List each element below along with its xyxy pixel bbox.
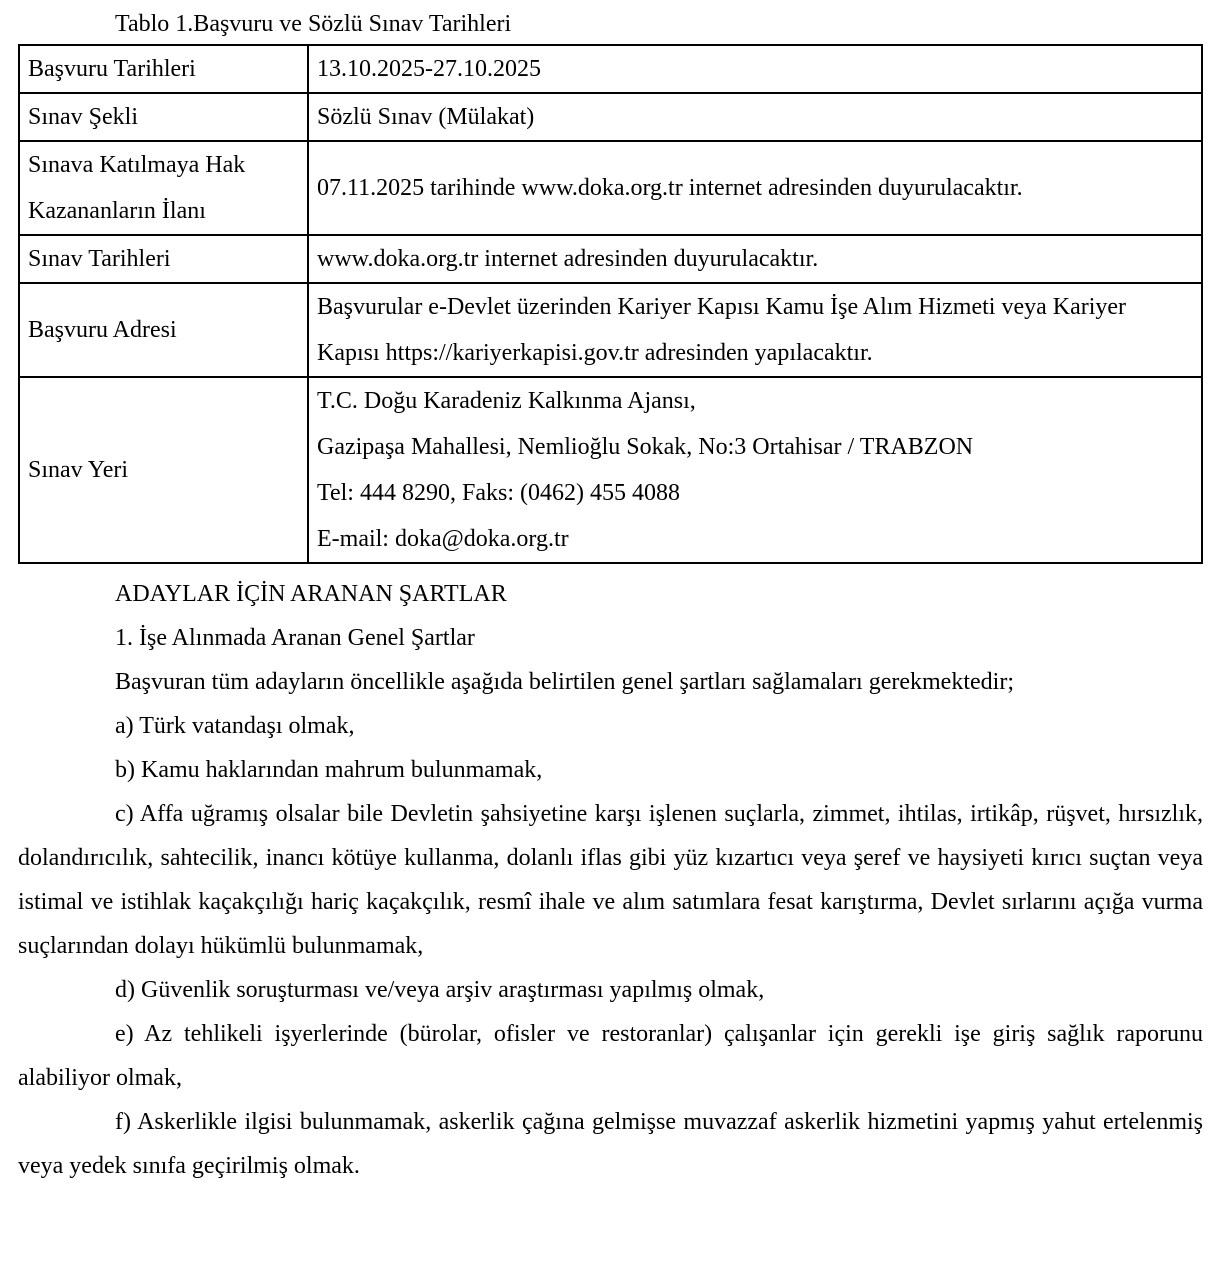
row-label: Sınav Şekli [19,93,308,141]
address-line: Gazipaşa Mahallesi, Nemlioğlu Sokak, No:3 Ortahisar / TRABZON [317,434,974,460]
row-label: Sınav Tarihleri [19,235,308,283]
address-line: T.C. Doğu Karadeniz Kalkınma Ajansı, [317,388,696,414]
list-item: b) Kamu haklarından mahrum bulunmamak, [115,757,543,783]
section-subheading: 1. İşe Alınmada Aranan Genel Şartlar [115,625,475,651]
row-label: Başvuru Adresi [19,283,308,377]
row-value: Sözlü Sınav (Mülakat) [308,93,1202,141]
table-row [19,235,1202,283]
list-item: f) Askerlikle ilgisi bulunmamak, askerlik çağına gelmişse muvazzaf askerlik hizmetini yapmış yahut ertelenmiş veya yedek sınıfa geçirilmiş olmak. [18,1109,1203,1179]
address-line: E-mail: doka@doka.org.tr [317,526,569,552]
row-label: Sınava Katılmaya Hak Kazananların İlanı [19,141,308,235]
table-row [19,283,1202,377]
row-value: www.doka.org.tr internet adresinden duyurulacaktır. [308,235,1202,283]
address-line: Tel: 444 8290, Faks: (0462) 455 4088 [317,480,680,506]
table-caption: Tablo 1.Başvuru ve Sözlü Sınav Tarihleri [115,11,512,37]
row-value: Başvurular e-Devlet üzerinden Kariyer Kapısı Kamu İşe Alım Hizmeti veya Kariyer Kapısı https://kariyerkapisi.gov.tr adresinden yapılacaktır. [308,283,1202,377]
exam-info-table [18,44,1203,564]
table-row [19,45,1202,93]
row-value: 07.11.2025 tarihinde www.doka.org.tr internet adresinden duyurulacaktır. [308,141,1202,235]
row-value [308,377,1202,563]
list-item: a) Türk vatandaşı olmak, [115,713,355,739]
table-row [19,377,1202,563]
table-row [19,141,1202,235]
section-candidate-requirements [18,572,1203,1188]
list-item: e) Az tehlikeli işyerlerinde (bürolar, ofisler ve restoranlar) çalışanlar için gerekli işe giriş sağlık raporunu alabiliyor olmak, [18,1021,1203,1091]
intro-paragraph: Başvuran tüm adayların öncellikle aşağıda belirtilen genel şartları sağlamaları gerekmektedir; [115,669,1014,695]
section-heading: ADAYLAR İÇİN ARANAN ŞARTLAR [115,581,507,607]
row-label: Sınav Yeri [19,377,308,563]
list-item: d) Güvenlik soruşturması ve/veya arşiv araştırması yapılmış olmak, [115,977,765,1003]
row-value: 13.10.2025-27.10.2025 [308,45,1202,93]
list-item: c) Affa uğramış olsalar bile Devletin şahsiyetine karşı işlenen suçlarla, zimmet, ihtilas, irtikâp, rüşvet, hırsızlık, dolandırıcılık, sahtecilik, inancı kötüye kullanma, dolanlı iflas gibi yüz kızartıcı veya şeref ve haysiyeti kırıcı suçtan veya istimal ve istihlak kaçakçılığı hariç kaçakçılık, resmî ihale ve alım satımlara fesat karıştırma, Devlet sırlarını açığa vurma suçlarından dolayı hükümlü bulunmamak, [18,801,1203,959]
table-row [19,93,1202,141]
row-label: Başvuru Tarihleri [19,45,308,93]
